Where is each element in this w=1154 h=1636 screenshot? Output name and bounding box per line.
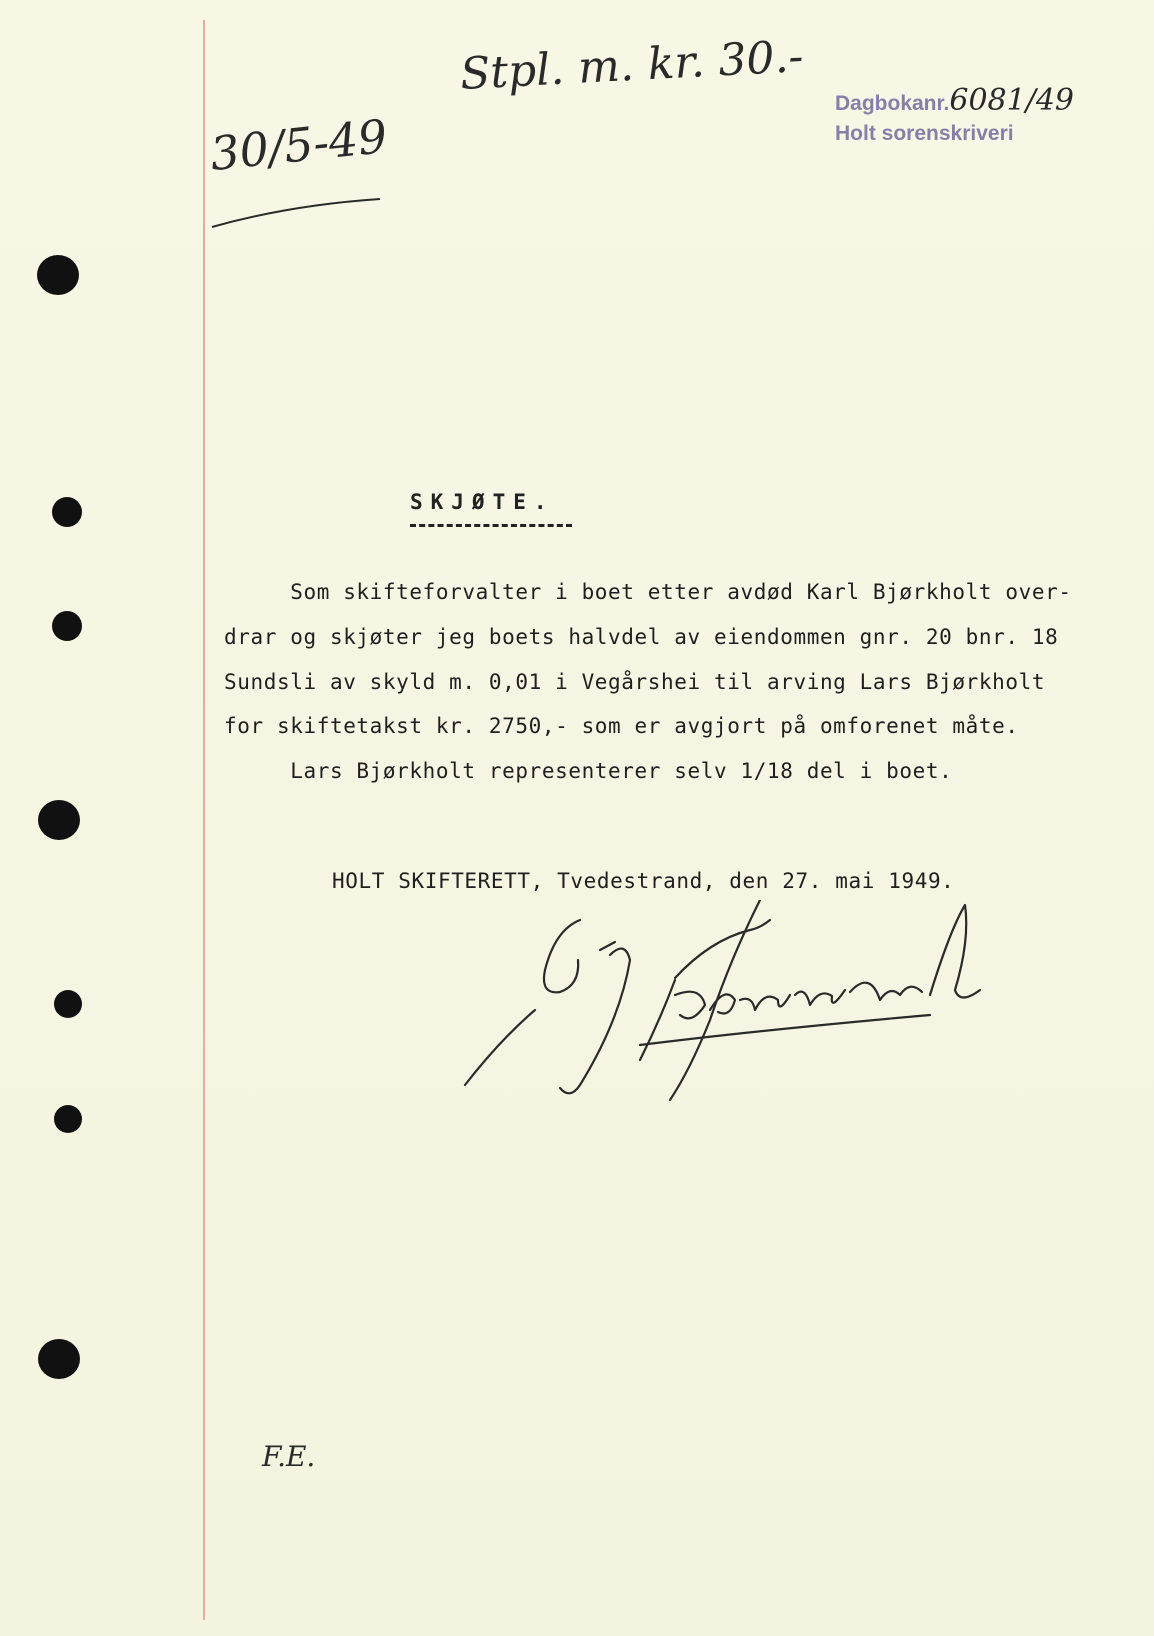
stamp-year: /49 [1025,83,1075,118]
stamp-number: 6081 [949,83,1026,118]
title-underline [410,524,572,527]
registry-stamp [835,83,1075,149]
document-title: SKJØTE. [410,490,555,514]
stamp-line-2: Holt sorenskriveri [835,122,1014,145]
paragraph-line: drar og skjøter jeg boets halvdel av eiendommen gnr. 20 bnr. 18 [224,625,1059,649]
paragraph-line: Som skifteforvalter i boet etter avdød Karl Bjørkholt over- [224,580,1072,604]
punch-hole [38,1339,80,1379]
date-note-underline [210,195,390,235]
paragraph-line: Lars Bjørkholt representerer selv 1/18 del i boet. [224,759,953,783]
punch-hole [38,800,80,840]
punch-hole [54,1105,82,1133]
punch-hole [37,255,79,295]
red-margin-line [203,20,205,1620]
handwritten-initials: F.E. [262,1440,316,1473]
handwritten-fee-note: Stpl. m. kr. 30.- [458,31,805,100]
paragraph-line: Sundsli av skyld m. 0,01 i Vegårshei til arving Lars Bjørkholt [224,670,1046,694]
signature [460,900,1040,1140]
stamp-prefix: Dagbokanr. [835,92,950,115]
punch-hole [52,611,82,641]
stamp-line-1 [835,83,1075,119]
place-date-line: HOLT SKIFTERETT, Tvedestrand, den 27. mai 1949. [332,869,955,893]
handwritten-date-note: 30/5-49 [207,108,390,182]
punch-hole [54,990,82,1018]
punch-hole [52,497,82,527]
paragraph-line: for skiftetakst kr. 2750,- som er avgjort på omforenet måte. [224,714,1019,738]
